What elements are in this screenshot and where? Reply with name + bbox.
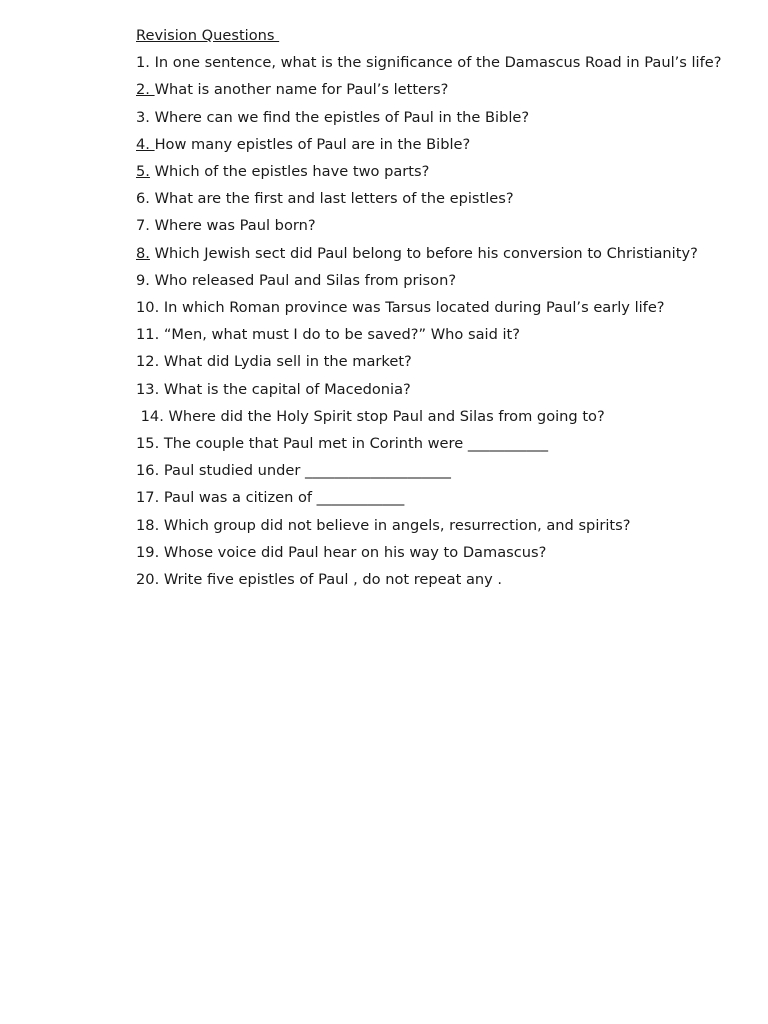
document-page [136, 22, 756, 593]
question-text: Which of the epistles have two parts? [149, 163, 430, 181]
question-number: 3. [136, 108, 150, 126]
question-number: 15. [136, 435, 160, 453]
question-1 [136, 49, 756, 76]
question-text: Paul studied under ____________________ [159, 462, 451, 480]
question-number: 11. [136, 326, 160, 344]
question-text: How many epistles of Paul are in the Bible? [154, 135, 471, 153]
question-13 [136, 376, 756, 403]
question-text: Paul was a citizen of ____________ [159, 489, 405, 507]
question-text: Where can we find the epistles of Paul in the Bible? [149, 108, 530, 126]
question-number: 7. [136, 217, 150, 235]
question-15 [136, 430, 756, 457]
question-text: What is the capital of Macedonia? [159, 380, 411, 398]
question-number: 10. [136, 299, 160, 317]
question-3 [136, 104, 756, 131]
question-text: What did Lydia sell in the market? [159, 353, 412, 371]
question-text: The couple that Paul met in Corinth were ___________ [159, 435, 549, 453]
question-number: 19. [136, 543, 160, 561]
question-8 [136, 240, 756, 267]
question-4 [136, 131, 756, 158]
question-number: 20. [136, 571, 160, 589]
question-number: 4. [136, 135, 155, 153]
question-text: In one sentence, what is the significance of the Damascus Road in Paul’s life? [149, 54, 722, 72]
question-text: Whose voice did Paul hear on his way to Damascus? [159, 543, 547, 561]
question-17 [136, 484, 756, 511]
question-number: 14. [136, 407, 164, 425]
question-number: 13. [136, 380, 160, 398]
question-19 [136, 539, 756, 566]
question-number: 16. [136, 462, 160, 480]
question-6 [136, 185, 756, 212]
question-text: Which group did not believe in angels, resurrection, and spirits? [159, 516, 631, 534]
question-number: 5. [136, 163, 150, 181]
question-number: 18. [136, 516, 160, 534]
question-16 [136, 457, 756, 484]
question-number: 8. [136, 244, 150, 262]
question-text: Where did the Holy Spirit stop Paul and Silas from going to? [163, 407, 605, 425]
question-text: In which Roman province was Tarsus located during Paul’s early life? [159, 299, 665, 317]
question-18 [136, 512, 756, 539]
question-text: Write five epistles of Paul , do not repeat any . [159, 571, 503, 589]
question-2 [136, 76, 756, 103]
question-11 [136, 321, 756, 348]
question-number: 6. [136, 190, 150, 208]
question-text: “Men, what must I do to be saved?” Who said it? [159, 326, 521, 344]
question-9 [136, 267, 756, 294]
question-14 [136, 403, 756, 430]
question-7 [136, 212, 756, 239]
question-text: What is another name for Paul’s letters? [154, 81, 449, 99]
question-text: Who released Paul and Silas from prison? [149, 271, 457, 289]
question-number: 9. [136, 271, 150, 289]
question-number: 2. [136, 81, 155, 99]
question-text: What are the first and last letters of the epistles? [149, 190, 514, 208]
question-10 [136, 294, 756, 321]
question-number: 17. [136, 489, 160, 507]
question-text: Which Jewish sect did Paul belong to before his conversion to Christianity? [149, 244, 698, 262]
question-12 [136, 348, 756, 375]
question-number: 12. [136, 353, 160, 371]
question-20 [136, 566, 756, 593]
question-number: 1. [136, 54, 150, 72]
question-text: Where was Paul born? [149, 217, 316, 235]
question-5 [136, 158, 756, 185]
document-title: Revision Questions [136, 27, 280, 44]
